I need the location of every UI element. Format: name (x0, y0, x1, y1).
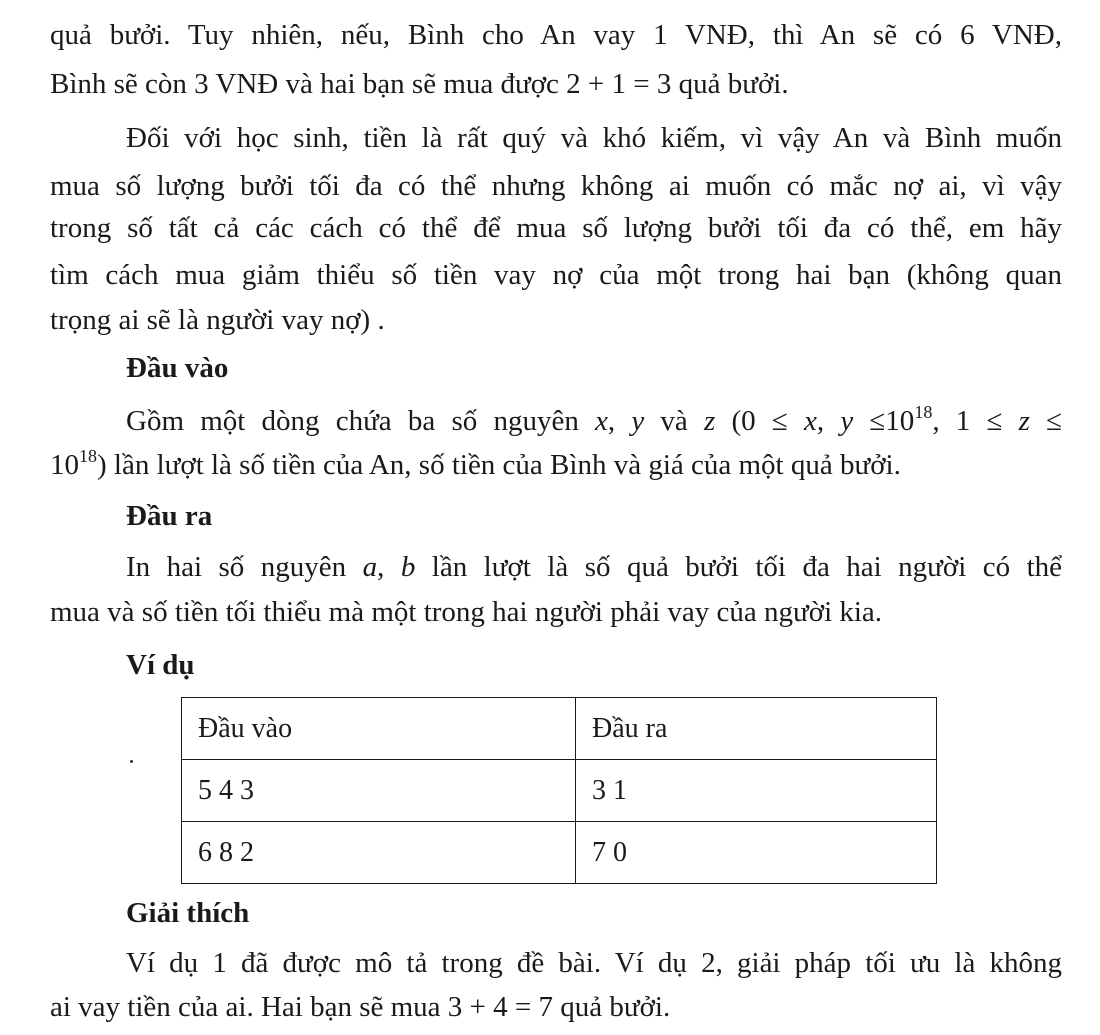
table-header-output: Đầu ra (576, 698, 937, 760)
table-row (182, 822, 937, 884)
goal-line-4: tìm cách mua giảm thiểu số tiền vay nợ của một trong hai bạn (không quan (50, 259, 1062, 291)
var-y-2: y (840, 405, 854, 437)
intro-line-1: quả bưởi. Tuy nhiên, nếu, Bình cho An vay 1 VNĐ, thì An sẽ có 6 VNĐ, (50, 19, 1062, 51)
constraint-part-4: ≤ (1029, 405, 1063, 437)
goal-line-5: trọng ai sẽ là người vay nợ) . (50, 304, 385, 336)
var-a: a (362, 551, 378, 583)
var-y: y (631, 405, 645, 437)
input-line2-base: 10 (50, 449, 79, 481)
table-cell-output: 3 1 (576, 760, 937, 822)
input-line-2 (50, 448, 1062, 482)
input-line2-rest: ) lần lượt là số tiền của An, số tiền của Bình và giá của một quả bưởi. (97, 449, 901, 481)
explanation-line-1: Ví dụ 1 đã được mô tả trong đề bài. Ví dụ 2, giải pháp tối ưu là không (126, 947, 1062, 979)
output-text-end: lần lượt là số quả bưởi tối đa hai người có thể (415, 551, 1063, 583)
table-cell-output: 7 0 (576, 822, 937, 884)
table-header-row (182, 698, 937, 760)
exponent-2: 18 (79, 446, 97, 466)
table-row (182, 760, 937, 822)
input-sep-2: , (816, 405, 841, 437)
explanation-heading: Giải thích (126, 897, 250, 929)
goal-line-2: mua số lượng bưởi tối đa có thể nhưng không ai muốn có mắc nợ ai, vì vậy (50, 170, 1062, 202)
var-x: x (595, 405, 608, 437)
table-cell-input: 5 4 3 (182, 760, 576, 822)
goal-line-1: Đối với học sinh, tiền là rất quý và khó kiếm, vì vậy An và Bình muốn (126, 122, 1062, 154)
output-sep: , (377, 551, 401, 583)
var-z-2: z (1018, 405, 1030, 437)
constraint-part-1: (0 ≤ (715, 405, 804, 437)
var-x-2: x (803, 405, 817, 437)
output-text-start: In hai số nguyên (126, 551, 363, 583)
output-heading: Đầu ra (126, 500, 213, 532)
explanation-line-2: ai vay tiền của ai. Hai bạn sẽ mua 3 + 4 = 7 quả bưởi. (50, 991, 671, 1023)
table-cell-input: 6 8 2 (182, 822, 576, 884)
output-line-2: mua và số tiền tối thiểu mà một trong hai người phải vay của người kia. (50, 596, 883, 628)
intro-line-2: Bình sẽ còn 3 VNĐ và hai bạn sẽ mua được 2 + 1 = 3 quả bưởi. (50, 68, 789, 100)
example-table (181, 697, 937, 884)
exponent-1: 18 (914, 402, 933, 422)
input-line-1 (126, 404, 1062, 438)
example-heading: Ví dụ (126, 649, 195, 681)
output-line-1 (126, 550, 1062, 584)
stray-dot (130, 760, 133, 763)
table-header-input: Đầu vào (182, 698, 576, 760)
constraint-part-2: ≤10 (853, 405, 915, 437)
constraint-part-3: , 1 ≤ (932, 405, 1019, 437)
input-sep-1: , (607, 405, 632, 437)
var-z: z (704, 405, 716, 437)
input-text-start: Gồm một dòng chứa ba số nguyên (126, 405, 596, 437)
input-heading: Đầu vào (126, 352, 229, 384)
input-mid: và (644, 405, 704, 437)
goal-line-3: trong số tất cả các cách có thể để mua số lượng bưởi tối đa có thể, em hãy (50, 212, 1062, 244)
var-b: b (400, 551, 416, 583)
